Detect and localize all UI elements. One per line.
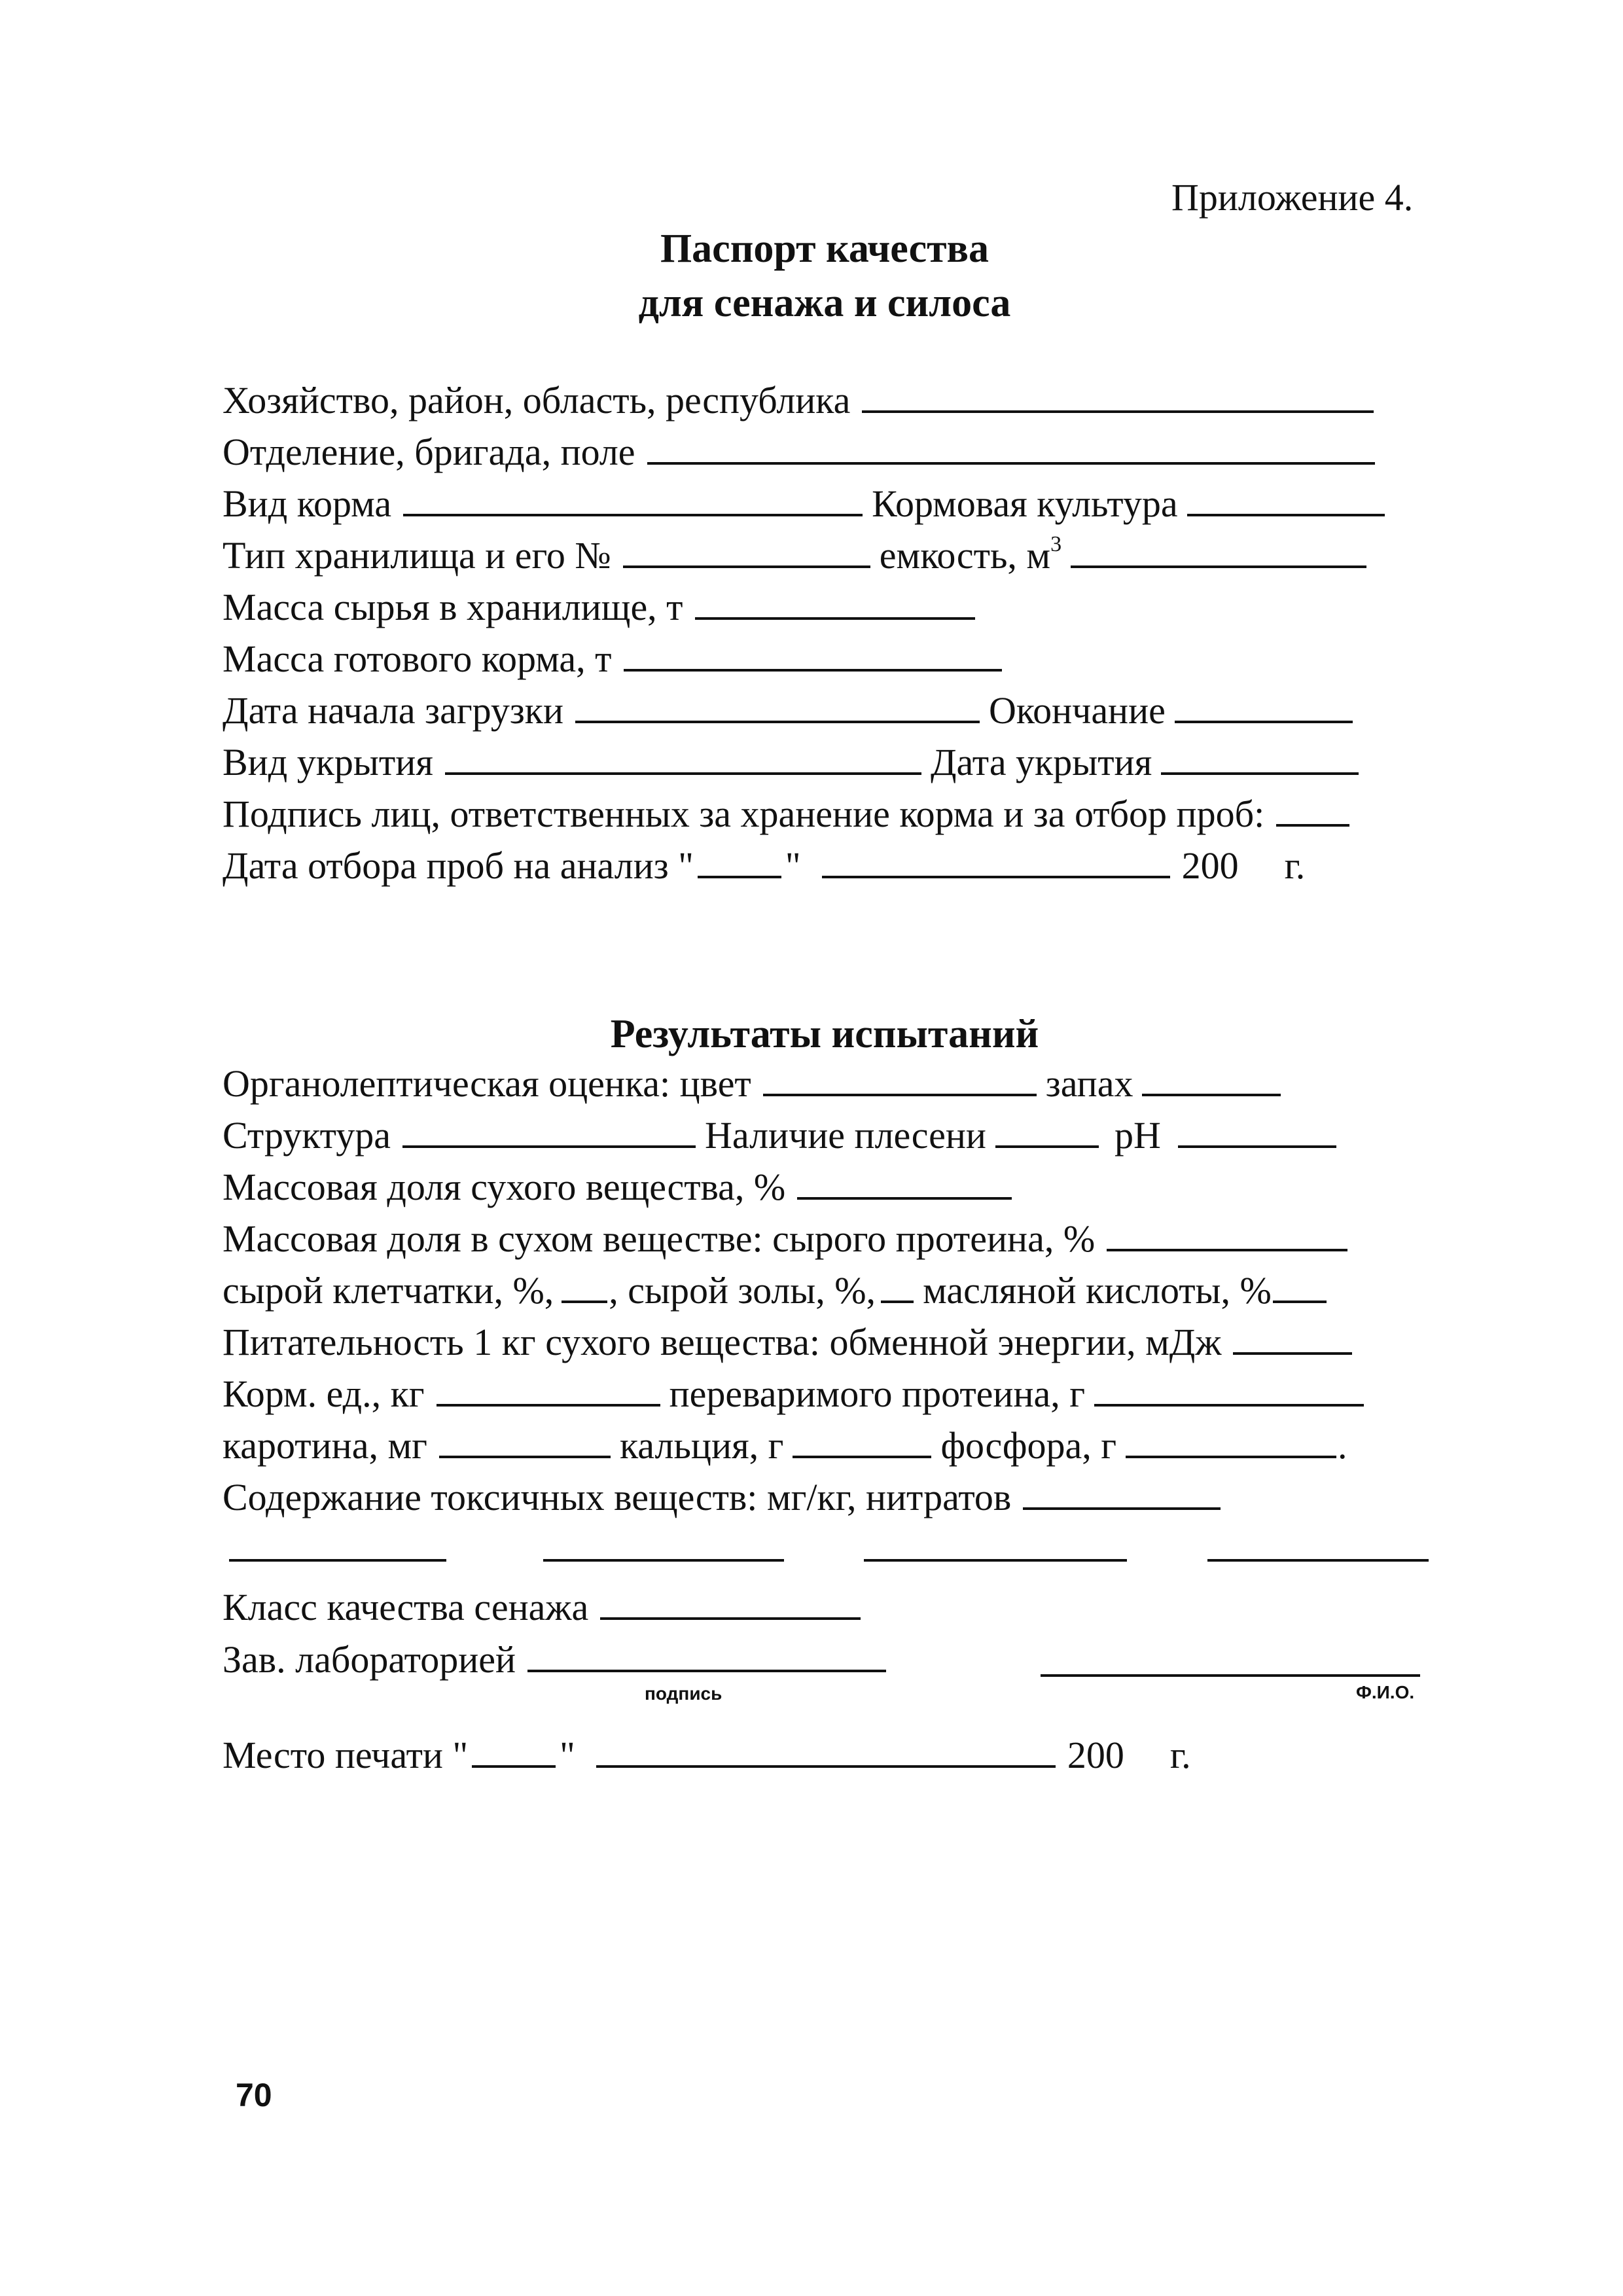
fill-line[interactable] — [822, 846, 1170, 878]
fill-line[interactable] — [1107, 1219, 1347, 1251]
fill-line[interactable] — [1071, 535, 1366, 568]
field-department — [223, 430, 1384, 474]
field-protein — [223, 1217, 1357, 1261]
fill-line[interactable] — [1187, 484, 1385, 516]
field-label: Вид корма — [223, 482, 392, 525]
fill-line[interactable] — [1023, 1477, 1221, 1510]
field-label: Масса готового корма, т — [223, 637, 612, 680]
quote: " — [560, 1734, 575, 1776]
fill-line[interactable] — [600, 1587, 861, 1620]
fill-line[interactable] — [1178, 1115, 1336, 1148]
field-toxic — [223, 1475, 1230, 1519]
year: 200 — [1067, 1734, 1124, 1776]
field-stamp — [223, 1733, 1191, 1777]
field-raw-mass — [223, 585, 984, 629]
field-label: Хозяйство, район, область, республика — [223, 379, 851, 422]
field-label: Зав. лабораторией — [223, 1638, 516, 1681]
field-label: pH — [1114, 1114, 1161, 1157]
signature-caption: подпись — [645, 1683, 722, 1704]
fill-line[interactable] — [623, 535, 870, 568]
page-number: 70 — [236, 2077, 272, 2113]
field-label: Наличие плесени — [704, 1114, 986, 1157]
fill-line[interactable] — [445, 742, 921, 775]
fill-line[interactable] — [698, 846, 781, 878]
field-label: Корм. ед., кг — [223, 1372, 425, 1415]
field-label: Место печати " — [223, 1734, 469, 1776]
field-label: Массовая доля в сухом веществе: сырого протеина, % — [223, 1217, 1096, 1260]
name-line[interactable] — [1041, 1674, 1420, 1677]
field-label: Тип хранилища и его № — [223, 534, 611, 577]
fill-line[interactable] — [1175, 691, 1353, 723]
field-farm — [223, 378, 1383, 422]
field-label: переваримого протеина, г — [669, 1372, 1086, 1415]
field-minerals — [223, 1424, 1347, 1467]
fill-line[interactable] — [403, 484, 863, 516]
fill-line[interactable] — [439, 1426, 611, 1458]
blank-line[interactable] — [543, 1559, 784, 1562]
field-label: Органолептическая оценка: цвет — [223, 1062, 751, 1105]
field-label: Дата начала загрузки — [223, 689, 563, 732]
fill-line[interactable] — [695, 587, 975, 620]
fill-line[interactable] — [1233, 1322, 1352, 1355]
blank-line[interactable] — [229, 1559, 446, 1562]
field-label — [880, 533, 1061, 577]
field-label: Отделение, бригада, поле — [223, 431, 635, 473]
field-label: Кормовая культура — [872, 482, 1178, 525]
field-label: Дата укрытия — [930, 741, 1152, 783]
fill-line[interactable] — [995, 1115, 1099, 1148]
field-label: фосфора, г — [940, 1424, 1117, 1467]
field-label: запах — [1045, 1062, 1133, 1105]
results-title: Результаты испытаний — [610, 1012, 1039, 1056]
fill-line[interactable] — [472, 1735, 556, 1768]
fill-line[interactable] — [402, 1115, 696, 1148]
fill-line[interactable] — [624, 639, 1002, 672]
year-suffix: г. — [1169, 1734, 1191, 1776]
field-fiber-ash-acid — [223, 1268, 1336, 1312]
fill-line[interactable] — [1126, 1426, 1336, 1458]
fill-line[interactable] — [1094, 1374, 1364, 1407]
year: 200 — [1181, 844, 1239, 887]
name-caption: Ф.И.О. — [1356, 1682, 1415, 1702]
blank-line[interactable] — [1207, 1559, 1429, 1562]
fill-line[interactable] — [881, 1270, 914, 1303]
fill-line[interactable] — [1273, 1270, 1327, 1303]
blank-line[interactable] — [864, 1559, 1127, 1562]
field-signature — [223, 792, 1359, 836]
fill-line[interactable] — [1276, 794, 1349, 827]
field-label: каротина, мг — [223, 1424, 427, 1467]
field-label: Масса сырья в хранилище, т — [223, 586, 683, 628]
quote: " — [785, 844, 801, 887]
fill-line[interactable] — [793, 1426, 931, 1458]
field-quality-class — [223, 1585, 870, 1629]
signature-line[interactable] — [527, 1640, 886, 1672]
capacity-text: емкость, м — [879, 534, 1051, 577]
field-cover — [223, 740, 1368, 784]
field-label: Массовая доля сухого вещества, % — [223, 1166, 786, 1208]
field-loading — [223, 689, 1362, 732]
field-dry-matter — [223, 1165, 1021, 1209]
fill-line[interactable] — [1161, 742, 1359, 775]
fill-line[interactable] — [437, 1374, 660, 1407]
field-label: , сырой золы, %, — [609, 1269, 876, 1312]
field-label: Структура — [223, 1114, 391, 1157]
field-energy — [223, 1320, 1361, 1364]
field-label: Класс качества сенажа — [223, 1586, 589, 1628]
appendix-label: Приложение 4. — [1171, 176, 1414, 219]
field-label: Содержание токсичных веществ: мг/кг, нитратов — [223, 1476, 1012, 1518]
field-sample-date — [223, 844, 1305, 888]
field-storage — [223, 533, 1376, 577]
field-label: Питательность 1 кг сухого вещества: обменной энергии, мДж — [223, 1321, 1222, 1363]
field-label: кальция, г — [619, 1424, 784, 1467]
field-lab-head — [223, 1638, 895, 1681]
field-ready-mass — [223, 637, 1011, 681]
document-subtitle: для сенажа и силоса — [638, 281, 1011, 325]
field-label: Подпись лиц, ответственных за хранение корма и за отбор проб: — [223, 793, 1265, 835]
field-label: масляной кислоты, % — [923, 1269, 1272, 1312]
fill-line[interactable] — [763, 1064, 1037, 1096]
field-label: Вид укрытия — [223, 741, 433, 783]
fill-line[interactable] — [575, 691, 980, 723]
fill-line[interactable] — [1142, 1064, 1281, 1096]
field-structure — [223, 1113, 1346, 1157]
fill-line[interactable] — [647, 432, 1375, 465]
document-title: Паспорт качества — [660, 226, 990, 271]
field-label: сырой клетчатки, %, — [223, 1269, 554, 1312]
field-feed-type — [223, 482, 1394, 526]
field-label: Дата отбора проб на анализ " — [223, 844, 694, 887]
field-label: Окончание — [988, 689, 1166, 732]
field-organoleptic — [223, 1062, 1290, 1105]
capacity-superscript: 3 — [1050, 532, 1062, 556]
period: . — [1338, 1424, 1347, 1467]
field-feed-units — [223, 1372, 1373, 1416]
fill-line[interactable] — [562, 1270, 607, 1303]
fill-line[interactable] — [862, 380, 1374, 413]
fill-line[interactable] — [596, 1735, 1056, 1768]
year-suffix: г. — [1284, 844, 1306, 887]
fill-line[interactable] — [797, 1167, 1012, 1200]
